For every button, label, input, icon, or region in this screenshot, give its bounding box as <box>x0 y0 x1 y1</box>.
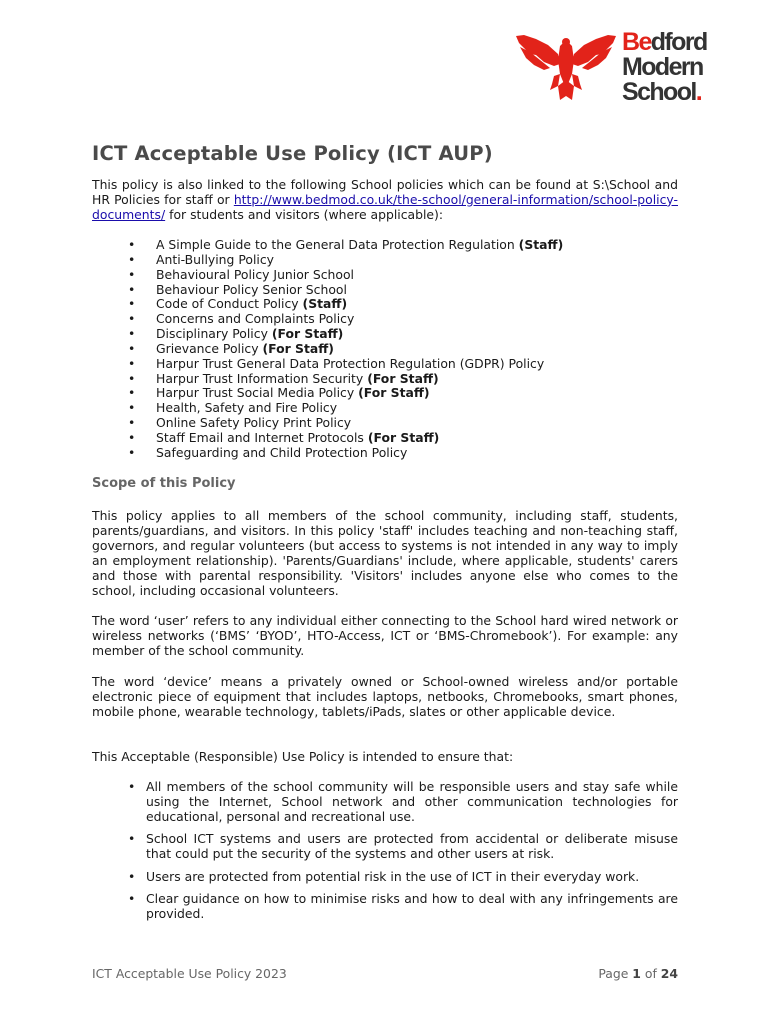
bullet-icon: • <box>128 831 136 847</box>
list-item: • Harpur Trust Information Security (For Staff) <box>128 370 439 386</box>
related-policies-list <box>92 238 692 461</box>
list-item: • Behaviour Policy Senior School <box>128 281 347 297</box>
list-item: • Online Safety Policy Print Policy <box>128 415 352 431</box>
bullet-icon: • <box>128 355 136 371</box>
list-item: • All members of the school community will be responsible users and stay safe while using the Internet, School network and other communication technologies for educational, personal and recreational use. <box>128 779 678 824</box>
list-item: • Safeguarding and Child Protection Policy <box>128 444 408 460</box>
user-definition-paragraph: The word ‘user’ refers to any individual either connecting to the School hard wired network or wireless networks (‘BMS’ ‘BYOD’, HTO-Access, ICT or ‘BMS-Chromebook’). For example: any member of the school community. <box>92 613 678 658</box>
bullet-icon: • <box>128 326 136 342</box>
bullet-icon: • <box>128 890 136 906</box>
list-item: • Grievance Policy (For Staff) <box>128 340 334 356</box>
footer-page-number: Page 1 of 24 <box>598 966 678 981</box>
document-title: ICT Acceptable Use Policy (ICT AUP) <box>92 142 493 165</box>
school-wordmark: Bedford Modern School. <box>622 28 707 106</box>
list-item: • Behavioural Policy Junior School <box>128 266 354 282</box>
list-item: • Users are protected from potential risk in the use of ICT in their everyday work. <box>128 868 640 884</box>
bullet-icon: • <box>128 266 136 282</box>
bullet-icon: • <box>128 296 136 312</box>
bullet-icon: • <box>128 385 136 401</box>
bullet-icon: • <box>128 281 136 297</box>
device-definition-paragraph: The word ‘device’ means a privately owned or School-owned wireless and/or portable electronic piece of equipment that includes laptops, netbooks, Chromebooks, smart phones, mobile phone, wearable technology, tablets/iPads, slates or other applicable device. <box>92 674 678 719</box>
list-item: • Clear guidance on how to minimise risks and how to deal with any infringements are provided. <box>128 890 678 921</box>
bullet-icon: • <box>128 415 136 431</box>
list-item: • School ICT systems and users are protected from accidental or deliberate misuse that could put the security of the systems and other users at risk. <box>128 831 678 862</box>
policy-aims-list <box>92 780 678 929</box>
scope-paragraph: This policy applies to all members of the school community, including staff, students, parents/guardians, and visitors. In this policy 'staff' includes teaching and non-teaching staff, governors, and regular volunteers (but access to systems is not intended in any way to imply an employment relationship). 'Parents/Guardians' include, where applicable, students' carers and those with parental responsibility. 'Visitors' includes anyone else who comes to the school, including occasional volunteers. <box>92 508 678 598</box>
list-item: • Harpur Trust Social Media Policy (For Staff) <box>128 385 430 401</box>
footer-document-name: ICT Acceptable Use Policy 2023 <box>92 966 287 981</box>
bullet-icon: • <box>128 370 136 386</box>
list-item: • Anti-Bullying Policy <box>128 251 274 267</box>
bullet-icon: • <box>128 311 136 327</box>
list-item: • Concerns and Complaints Policy <box>128 311 355 327</box>
bullet-icon: • <box>128 444 136 460</box>
bullet-icon: • <box>128 340 136 356</box>
list-item: • A Simple Guide to the General Data Protection Regulation (Staff) <box>128 237 564 252</box>
school-logo <box>514 30 730 106</box>
bullet-icon: • <box>128 251 136 267</box>
scope-heading: Scope of this Policy <box>92 476 236 491</box>
policy-documents-link[interactable]: http://www.bedmod.co.uk/the-school/general-information/school-policy-documents/ <box>92 191 678 222</box>
bullet-icon: • <box>128 868 136 884</box>
list-item: • Harpur Trust General Data Protection Regulation (GDPR) Policy <box>128 355 545 371</box>
bullet-icon: • <box>128 429 136 445</box>
list-item: • Disciplinary Policy (For Staff) <box>128 326 344 342</box>
purpose-intro-paragraph: This Acceptable (Responsible) Use Policy is intended to ensure that: <box>92 749 514 764</box>
intro-paragraph: This policy is also linked to the following School policies which can be found at S:\School and HR Policies for staff or http://www.bedmod.co.uk/the-school/general-information/school-policy-documents/ for students and visitors (where applicable): <box>92 177 678 222</box>
list-item: • Staff Email and Internet Protocols (For Staff) <box>128 429 440 445</box>
bullet-icon: • <box>128 400 136 416</box>
eagle-icon <box>514 30 618 106</box>
bullet-icon: • <box>128 237 136 252</box>
bullet-icon: • <box>128 779 136 794</box>
list-item: • Health, Safety and Fire Policy <box>128 400 338 416</box>
list-item: • Code of Conduct Policy (Staff) <box>128 296 348 312</box>
